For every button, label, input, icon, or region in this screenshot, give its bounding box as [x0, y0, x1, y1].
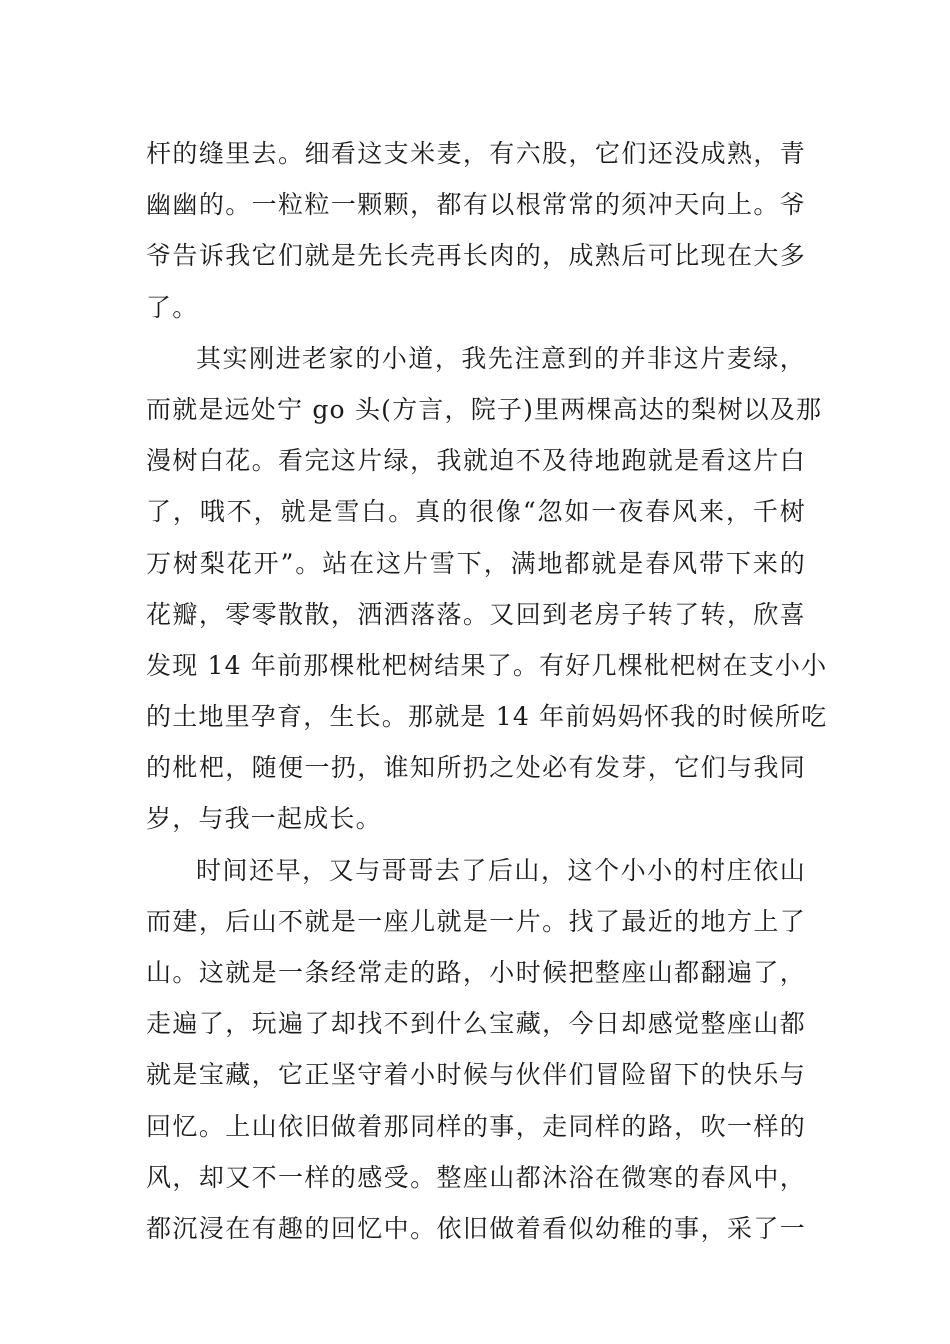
text-line: 回忆。上山依旧做着那同样的事，走同样的路，吹一样的 — [146, 1111, 806, 1141]
text-line: 都沉浸在有趣的回忆中。依旧做着看似幼稚的事，采了一 — [146, 1213, 806, 1243]
paragraph-first-line: 时间还早，又与哥哥去了后山，这个小小的村庄依山 — [196, 855, 806, 885]
text-line: 就是宝藏，它正坚守着小时候与伙伴们冒险留下的快乐与 — [146, 1060, 806, 1090]
text-line: 杆的缝里去。细看这支米麦，有六股，它们还没成熟，青 — [146, 139, 806, 168]
text-line: 的土地里孕育，生长。那就是 14 年前妈妈怀我的时候所吃 — [146, 702, 828, 732]
text-line: 的枇杷，随便一扔，谁知所扔之处必有发芽，它们与我同 — [146, 753, 806, 783]
text-line: 走遍了，玩遍了却找不到什么宝藏，今日却感觉整座山都 — [146, 1009, 806, 1039]
text-line: 幽幽的。一粒粒一颗颗，都有以根常常的须冲天向上。爷 — [146, 190, 806, 220]
text-line: 山。这就是一条经常走的路，小时候把整座山都翻遍了， — [146, 958, 806, 987]
paragraph-first-line: 其实刚进老家的小道，我先注意到的并非这片麦绿， — [196, 343, 806, 373]
text-line: 发现 14 年前那棵枇杷树结果了。有好几棵枇杷树在支小小 — [146, 650, 828, 680]
text-line: 万树梨花开”。站在这片雪下，满地都就是春风带下来的 — [146, 548, 806, 578]
body-text — [146, 128, 828, 1254]
text-line: 岁，与我一起成长。 — [146, 804, 382, 834]
text-line: 而建，后山不就是一座儿就是一片。找了最近的地方上了 — [146, 906, 806, 936]
text-line: 花瓣，零零散散，洒洒落落。又回到老房子转了转，欣喜 — [146, 599, 806, 629]
text-line: 风，却又不一样的感受。整座山都沐浴在微寒的春风中， — [146, 1162, 806, 1192]
text-line: 了，哦不，就是雪白。真的很像“忽如一夜春风来，千树 — [146, 497, 806, 527]
text-line: 爷告诉我它们就是先长壳再长肉的，成熟后可比现在大多 — [146, 241, 806, 271]
text-line: 漫树白花。看完这片绿，我就迫不及待地跑就是看这片白 — [146, 446, 806, 476]
text-line: 了。 — [146, 292, 199, 322]
text-line: 而就是远处宁 go 头(方言，院子)里两棵高达的梨树以及那 — [146, 394, 823, 424]
